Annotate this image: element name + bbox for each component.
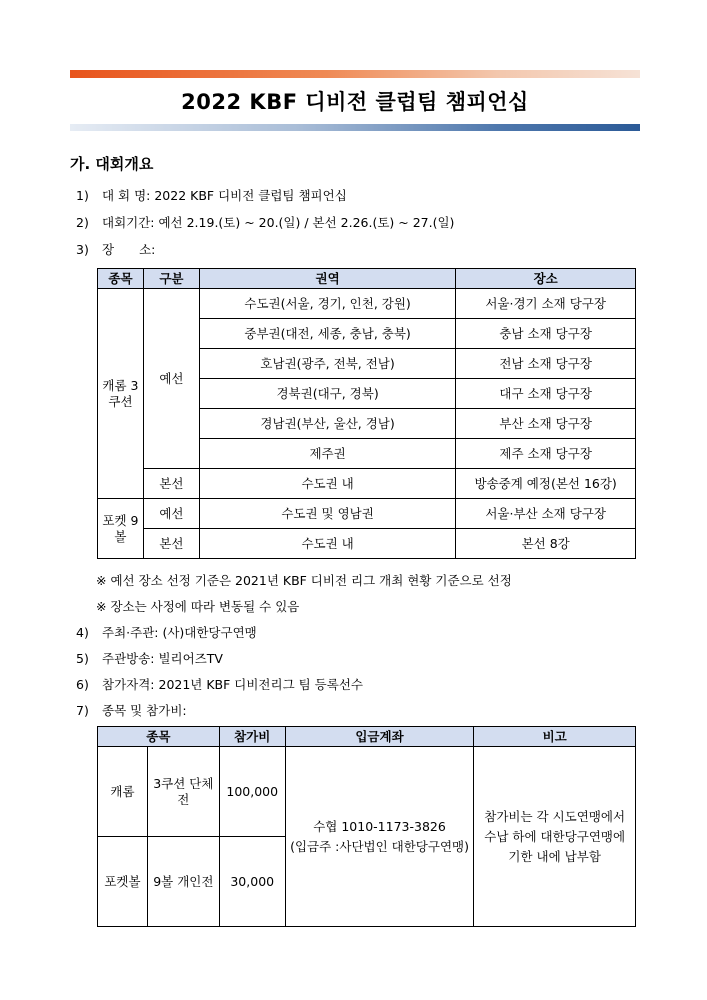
place-cell: 서울·부산 소재 당구장 (456, 499, 636, 529)
region-cell: 경북권(대구, 경북) (199, 379, 455, 409)
venue-header-event: 종목 (98, 269, 144, 289)
stage-final: 본선 (143, 469, 199, 499)
place-cell: 대구 소재 당구장 (456, 379, 636, 409)
region-cell: 수도권 내 (199, 529, 455, 559)
region-cell: 경남권(부산, 울산, 경남) (199, 409, 455, 439)
place-cell: 방송중계 예정(본선 16강) (456, 469, 636, 499)
venue-header-row (98, 269, 636, 289)
place-cell: 부산 소재 당구장 (456, 409, 636, 439)
event-pocket: 포켓 9볼 (98, 499, 144, 559)
region-cell: 제주권 (199, 439, 455, 469)
table-row (98, 747, 636, 837)
place-cell: 제주 소재 당구장 (456, 439, 636, 469)
item-host: 4) 주최·주관: (사)대한당구연맹 (76, 625, 257, 640)
item-event-name: 1) 대 회 명: 2022 KBF 디비전 클럽팀 챔피언십 (76, 188, 347, 203)
fee-header-event: 종목 (98, 727, 220, 747)
section-heading: 가. 대회개요 (70, 155, 154, 173)
item-venue: 3) 장 소: (76, 242, 156, 257)
item-eligibility: 6) 참가자격: 2021년 KBF 디비전리그 팀 등록선수 (76, 677, 363, 692)
region-cell: 수도권 내 (199, 469, 455, 499)
venue-header-region: 권역 (199, 269, 455, 289)
event-carom: 캐롬 3쿠션 (98, 289, 144, 499)
fee-table (97, 726, 636, 927)
fee-category: 캐롬 (98, 747, 148, 837)
account-number: 수협 1010-1173-3826 (313, 818, 446, 834)
fee-header-remark: 비고 (474, 727, 636, 747)
title-bottom-bar (70, 124, 640, 131)
venue-header-stage: 구분 (143, 269, 199, 289)
place-cell: 서울·경기 소재 당구장 (456, 289, 636, 319)
region-cell: 호남권(광주, 전북, 전남) (199, 349, 455, 379)
venue-header-place: 장소 (456, 269, 636, 289)
table-row (98, 529, 636, 559)
stage-prelim: 예선 (143, 289, 199, 469)
fee-amount: 30,000 (219, 837, 285, 927)
fee-subcategory: 9볼 개인전 (147, 837, 219, 927)
title-top-bar (70, 70, 640, 78)
item-fees: 7) 종목 및 참가비: (76, 703, 187, 718)
account-cell (285, 747, 474, 927)
region-cell: 수도권(서울, 경기, 인천, 강원) (199, 289, 455, 319)
venue-table (97, 268, 636, 559)
stage-final: 본선 (143, 529, 199, 559)
remark-cell: 참가비는 각 시도연맹에서 수납 하에 대한당구연맹에 기한 내에 납부함 (474, 747, 636, 927)
note-venue-change: ※ 장소는 사정에 따라 변동될 수 있음 (96, 599, 300, 614)
fee-amount: 100,000 (219, 747, 285, 837)
account-holder: (입금주 :사단법인 대한당구연맹) (290, 838, 469, 854)
note-venue-criteria: ※ 예선 장소 선정 기준은 2021년 KBF 디비전 리그 개최 현황 기준으로 선정 (96, 573, 512, 588)
fee-subcategory: 3쿠션 단체전 (147, 747, 219, 837)
document-title: 2022 KBF 디비전 클럽팀 챔피언십 (181, 90, 529, 114)
item-period: 2) 대회기간: 예선 2.19.(토) ~ 20.(일) / 본선 2.26.(토) ~ 27.(일) (76, 215, 455, 230)
table-row (98, 499, 636, 529)
fee-header-row (98, 727, 636, 747)
item-broadcast: 5) 주관방송: 빌리어즈TV (76, 651, 223, 666)
fee-header-fee: 참가비 (219, 727, 285, 747)
place-cell: 전남 소재 당구장 (456, 349, 636, 379)
table-row (98, 469, 636, 499)
place-cell: 본선 8강 (456, 529, 636, 559)
fee-header-account: 입금계좌 (285, 727, 474, 747)
table-row (98, 289, 636, 319)
fee-category: 포켓볼 (98, 837, 148, 927)
region-cell: 수도권 및 영남권 (199, 499, 455, 529)
place-cell: 충남 소재 당구장 (456, 319, 636, 349)
stage-prelim: 예선 (143, 499, 199, 529)
region-cell: 중부권(대전, 세종, 충남, 충북) (199, 319, 455, 349)
